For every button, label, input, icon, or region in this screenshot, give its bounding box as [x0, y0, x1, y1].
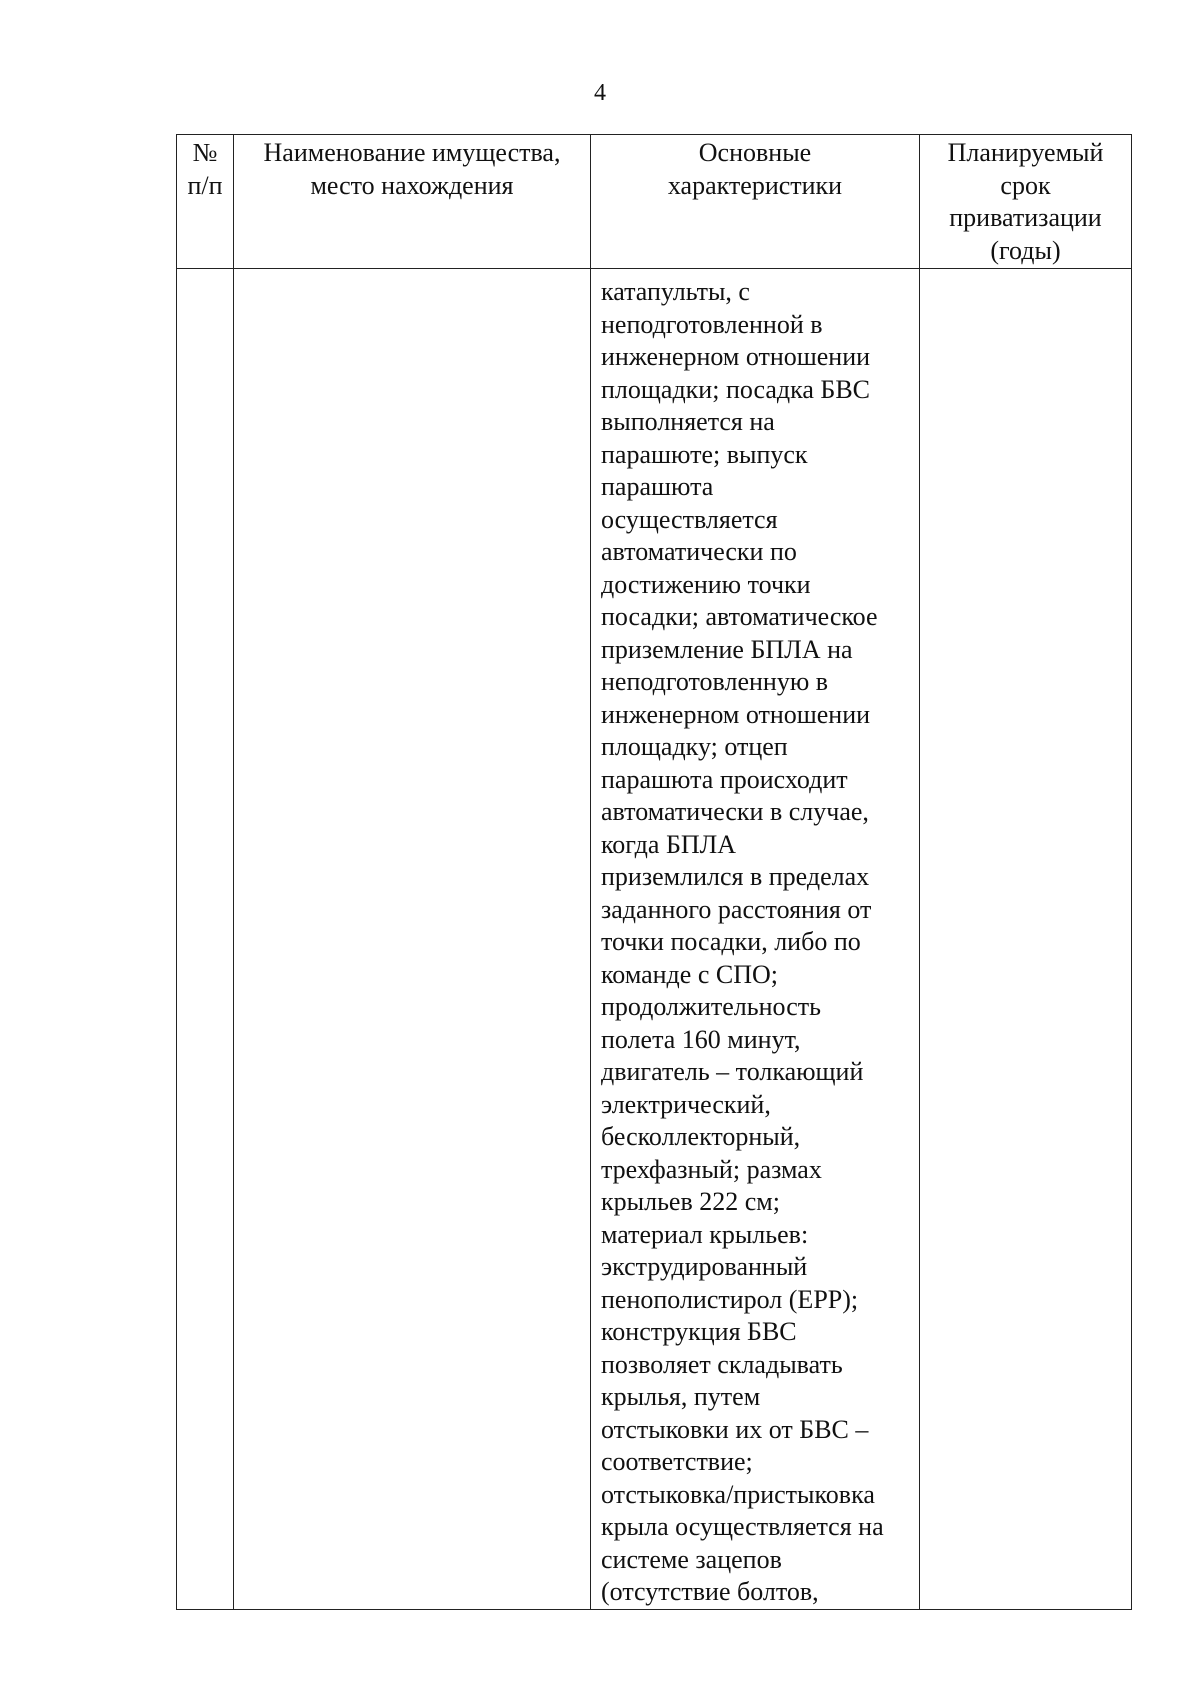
characteristics-line: площадку; отцеп: [601, 732, 788, 761]
characteristics-line: крылья, путем: [601, 1382, 761, 1411]
characteristics-line: посадки; автоматическое: [601, 602, 878, 631]
characteristics-line: команде с СПО;: [601, 959, 778, 989]
characteristics-line: точки посадки, либо по: [601, 927, 861, 956]
characteristics-line: соответствие;: [601, 1447, 753, 1476]
characteristics-line: приземление БПЛА на: [601, 634, 853, 664]
table-header-row: [177, 135, 1132, 269]
characteristics-line: приземлился в пределах: [601, 862, 870, 891]
characteristics-line: когда БПЛА: [601, 829, 737, 859]
characteristics-line: осуществляется: [601, 504, 778, 534]
characteristics-line: парашюта происходит: [601, 764, 848, 794]
characteristics-line: позволяет складывать: [601, 1349, 843, 1379]
cell-property-name: [234, 269, 591, 1610]
characteristics-line: выполняется на: [601, 407, 775, 436]
characteristics-line: продолжительность: [601, 992, 821, 1021]
characteristics-line: автоматически в случае,: [601, 797, 869, 826]
characteristics-line: полета 160 минут,: [601, 1024, 801, 1054]
characteristics-line: бесколлекторный,: [601, 1122, 801, 1151]
characteristics-line: двигатель – толкающий: [601, 1057, 864, 1086]
characteristics-line: заданного расстояния от: [601, 894, 872, 924]
characteristics-line: катапульты, с: [601, 277, 750, 306]
header-characteristics: Основные характеристики: [591, 135, 920, 269]
cell-number: [177, 269, 234, 1610]
characteristics-line: достижению точки: [601, 569, 811, 599]
characteristics-line: экструдированный: [601, 1252, 808, 1281]
characteristics-line: площадки; посадка БВС: [601, 374, 871, 404]
characteristics-line: автоматически по: [601, 537, 797, 566]
header-number: № п/п: [177, 135, 234, 269]
characteristics-line: отстыковки их от БВС –: [601, 1414, 869, 1444]
characteristics-line: неподготовленную в: [601, 667, 829, 696]
characteristics-line: инженерном отношении: [601, 699, 871, 729]
characteristics-line: парашюта: [601, 472, 714, 501]
characteristics-line: трехфазный; размах: [601, 1154, 822, 1184]
characteristics-line: парашюте; выпуск: [601, 439, 808, 469]
header-property-name: Наименование имущества, место нахождения: [234, 135, 591, 269]
characteristics-line: отстыковка/пристыковка: [601, 1479, 875, 1509]
characteristics-line: крыла осуществляется на: [601, 1512, 884, 1541]
characteristics-line: неподготовленной в: [601, 309, 823, 339]
characteristics-line: (отсутствие болтов,: [601, 1577, 819, 1606]
characteristics-line: материал крыльев:: [601, 1219, 809, 1249]
table-row: [177, 269, 1132, 1610]
cell-characteristics: [591, 269, 920, 1610]
characteristics-line: системе зацепов: [601, 1544, 782, 1574]
header-privatization-term: Планируемый срок приватизации (годы): [920, 135, 1132, 269]
privatization-table: [176, 134, 1132, 1610]
page-number: 4: [594, 80, 606, 106]
characteristics-line: пенополистирол (EPP);: [601, 1284, 859, 1314]
characteristics-line: инженерном отношении: [601, 342, 871, 371]
characteristics-line: электрический,: [601, 1089, 771, 1119]
cell-privatization-term: [920, 269, 1132, 1610]
characteristics-line: крыльев 222 см;: [601, 1187, 780, 1216]
characteristics-line: конструкция БВС: [601, 1317, 797, 1346]
